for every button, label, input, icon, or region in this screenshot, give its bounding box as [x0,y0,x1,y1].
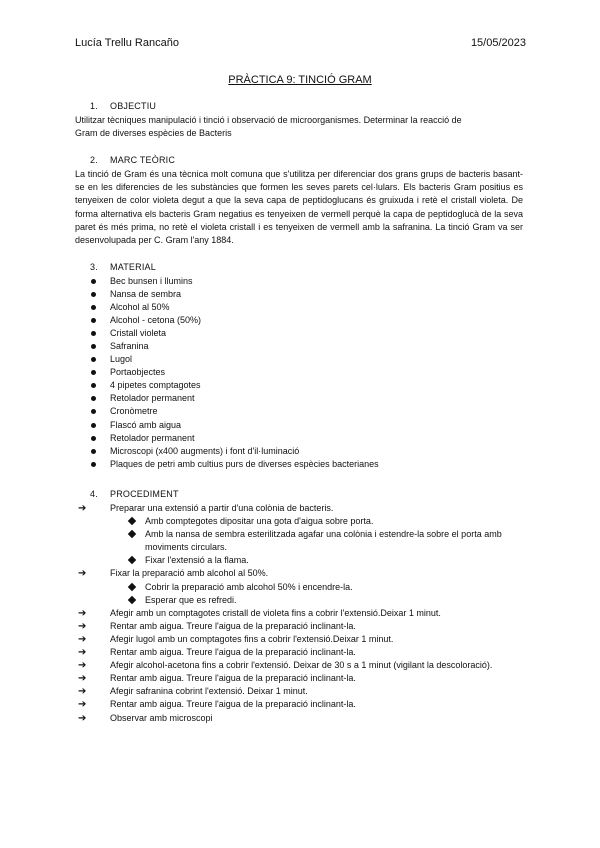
section-title: OBJECTIU [110,101,157,111]
section-title: MATERIAL [110,262,156,272]
material-item [90,275,379,288]
procedure-step-text: Afegir alcohol-acetona fins a cobrir l'extensió. Deixar de 30 s a 1 minut (vigilant la descoloració). [110,660,493,671]
material-item-label: Microscopi (x400 augments) i font d'il·luminació [110,445,300,456]
procedure-step-text: Cobrir la preparació amb alcohol 50% i encendre-la. [145,581,353,592]
procedure-step-text: Rentar amb aigua. Treure l'aigua de la preparació inclinant-la. [110,699,356,710]
bullet-icon [91,449,96,454]
procedure-step [75,646,530,659]
arrow-right-icon: ➔ [78,712,87,724]
material-item [90,432,379,445]
arrow-right-icon: ➔ [78,503,87,514]
arrow-right-icon: ➔ [78,686,87,698]
diamond-bullet-icon [128,582,136,590]
diamond-bullet-icon [128,530,136,538]
marc-teoric-paragraph: La tinció de Gram és una tècnica molt comuna que s'utilitza per diferenciar dos grans grups de bacteris basant-se en les diferencies de les substàncies que formen les seves parets cel·lulars. Els bacteris Gram positius es tenyeixen de color violeta degut a que la seva capa de peptidoglucans és gruixuda i retè el cristall violeta. De forma alternativa els bacteris Gram negatius es tenyeixen de vermell perquè la capa de peptidoglucà de la seva paret és més prima, no retè el violeta cristall i es tenyeixen de vermell amb la safranina. La tinció Gram va ser desenvolupada per C. Gram l'any 1884. [75,169,523,246]
section-number: 3. [90,262,98,272]
arrow-right-icon: ➔ [78,647,87,659]
material-item-label: Plaques de petri amb cultius purs de diverses espècies bacterianes [110,458,379,469]
bullet-icon [91,279,96,284]
bullet-icon [91,383,96,388]
procedure-substep [75,515,530,528]
procedure-step [75,502,530,515]
procedure-step [75,567,530,580]
procedure-step-text: Observar amb microscopi [110,712,213,723]
page-title: PRÀCTICA 9: TINCIÓ GRAM [228,74,372,86]
procedure-substep [75,581,530,594]
material-item [90,314,379,327]
objectiu-line: Utilitzar tècniques manipulació i tinció i observació de microorganismes. Determinar la reacció de [75,115,462,125]
arrow-right-icon: ➔ [78,568,87,580]
procedure-step-text: Rentar amb aigua. Treure l'aigua de la preparació inclinant-la. [110,673,356,684]
arrow-right-icon: ➔ [78,673,87,685]
section-heading-marc-teoric [90,155,175,165]
section-number: 2. [90,155,98,165]
material-list [90,275,379,471]
procedure-step [75,607,530,620]
material-item-label: Portaobjectes [110,367,166,378]
material-item [90,379,379,392]
objectiu-line: Gram de diverses espècies de Bacteris [75,128,232,139]
section-heading-objectiu [90,101,156,111]
diamond-bullet-icon [128,517,136,525]
material-item-label: Bec bunsen i llumins [110,276,193,286]
material-item-label: Retolador permanent [110,393,195,404]
document-date: 15/05/2023 [470,37,526,49]
material-item [90,327,379,340]
section-number: 1. [90,101,98,111]
procedure-step-text: Fixar la preparació amb alcohol al 50%. [110,568,269,579]
author-name: Lucía Trellu Rancaño [75,37,179,49]
section-number: 4. [90,489,98,499]
procedure-step-text: Afegir amb un comptagotes cristall de violeta fins a cobrir l'extensió.Deixar 1 minut. [110,607,441,618]
procedure-substep [75,594,530,607]
procedure-step-text: Rentar amb aigua. Treure l'aigua de la preparació inclinant-la. [110,620,356,631]
bullet-icon [91,305,96,310]
procedure-substep [75,528,530,554]
bullet-icon [91,436,96,441]
bullet-icon [91,409,96,414]
material-item-label: Safranina [110,341,149,352]
section-title: PROCEDIMENT [110,489,179,499]
bullet-icon [91,423,96,428]
material-item [90,301,379,314]
procedure-step-text: Preparar una extensió a partir d'una colònia de bacteris. [110,503,334,513]
bullet-icon [91,292,96,297]
material-item-label: Flascó amb aigua [110,419,182,430]
procedure-step-text: Amb comptegotes dipositar una gota d'aigua sobre porta. [145,516,374,527]
material-item [90,419,379,432]
bullet-icon [91,370,96,375]
material-item [90,353,379,366]
procedure-step [75,620,530,633]
section-heading-procediment [90,489,179,499]
material-item [90,366,379,379]
procedure-step [75,712,530,725]
bullet-icon [91,462,96,467]
diamond-bullet-icon [128,595,136,603]
arrow-right-icon: ➔ [78,633,87,645]
material-item-label: Alcohol - cetona (50%) [110,315,202,326]
procedure-step [75,698,530,711]
procediment-steps [75,502,530,725]
bullet-icon [91,357,96,362]
procedure-step-text: Esperar que es refredi. [145,594,237,605]
bullet-icon [91,331,96,336]
procedure-step [75,633,530,646]
procedure-step-text: Afegir safranina cobrint l'extensió. Deixar 1 minut. [110,686,308,697]
material-item [90,458,379,471]
material-item [90,340,379,353]
arrow-right-icon: ➔ [78,607,87,619]
procedure-substep [75,554,530,567]
material-item [90,405,379,418]
procedure-step-text: Fixar l'extensió a la flama. [145,555,249,566]
material-item-label: Alcohol al 50% [110,302,170,313]
material-item-label: Lugol [110,354,133,365]
procedure-step-text: Afegir lugol amb un comptagotes fins a cobrir l'extensió.Deixar 1 minut. [110,633,394,644]
bullet-icon [91,344,96,349]
bullet-icon [91,396,96,401]
material-item-label: Nansa de sembra [110,289,182,300]
procedure-step [75,659,530,672]
section-heading-material [90,262,156,272]
material-item [90,445,379,458]
material-item-label: 4 pipetes comptagotes [110,380,201,391]
arrow-right-icon: ➔ [78,620,87,632]
bullet-icon [91,318,96,323]
procedure-step [75,672,530,685]
material-item [90,288,379,301]
material-item-label: Retolador permanent [110,432,195,443]
procedure-step-text: Rentar amb aigua. Treure l'aigua de la preparació inclinant-la. [110,647,356,658]
material-item-label: Cristall violeta [110,328,167,339]
material-item-label: Cronòmetre [110,406,158,417]
arrow-right-icon: ➔ [78,660,87,672]
section-title: MARC TEÒRIC [110,155,176,165]
procedure-step [75,685,530,698]
material-item [90,392,379,405]
arrow-right-icon: ➔ [78,699,87,711]
objectiu-paragraph [75,114,523,140]
diamond-bullet-icon [128,556,136,564]
procedure-step-text: Amb la nansa de sembra esterilitzada agafar una colònia i estendre-la sobre el porta amb moviments circulars. [145,529,502,553]
